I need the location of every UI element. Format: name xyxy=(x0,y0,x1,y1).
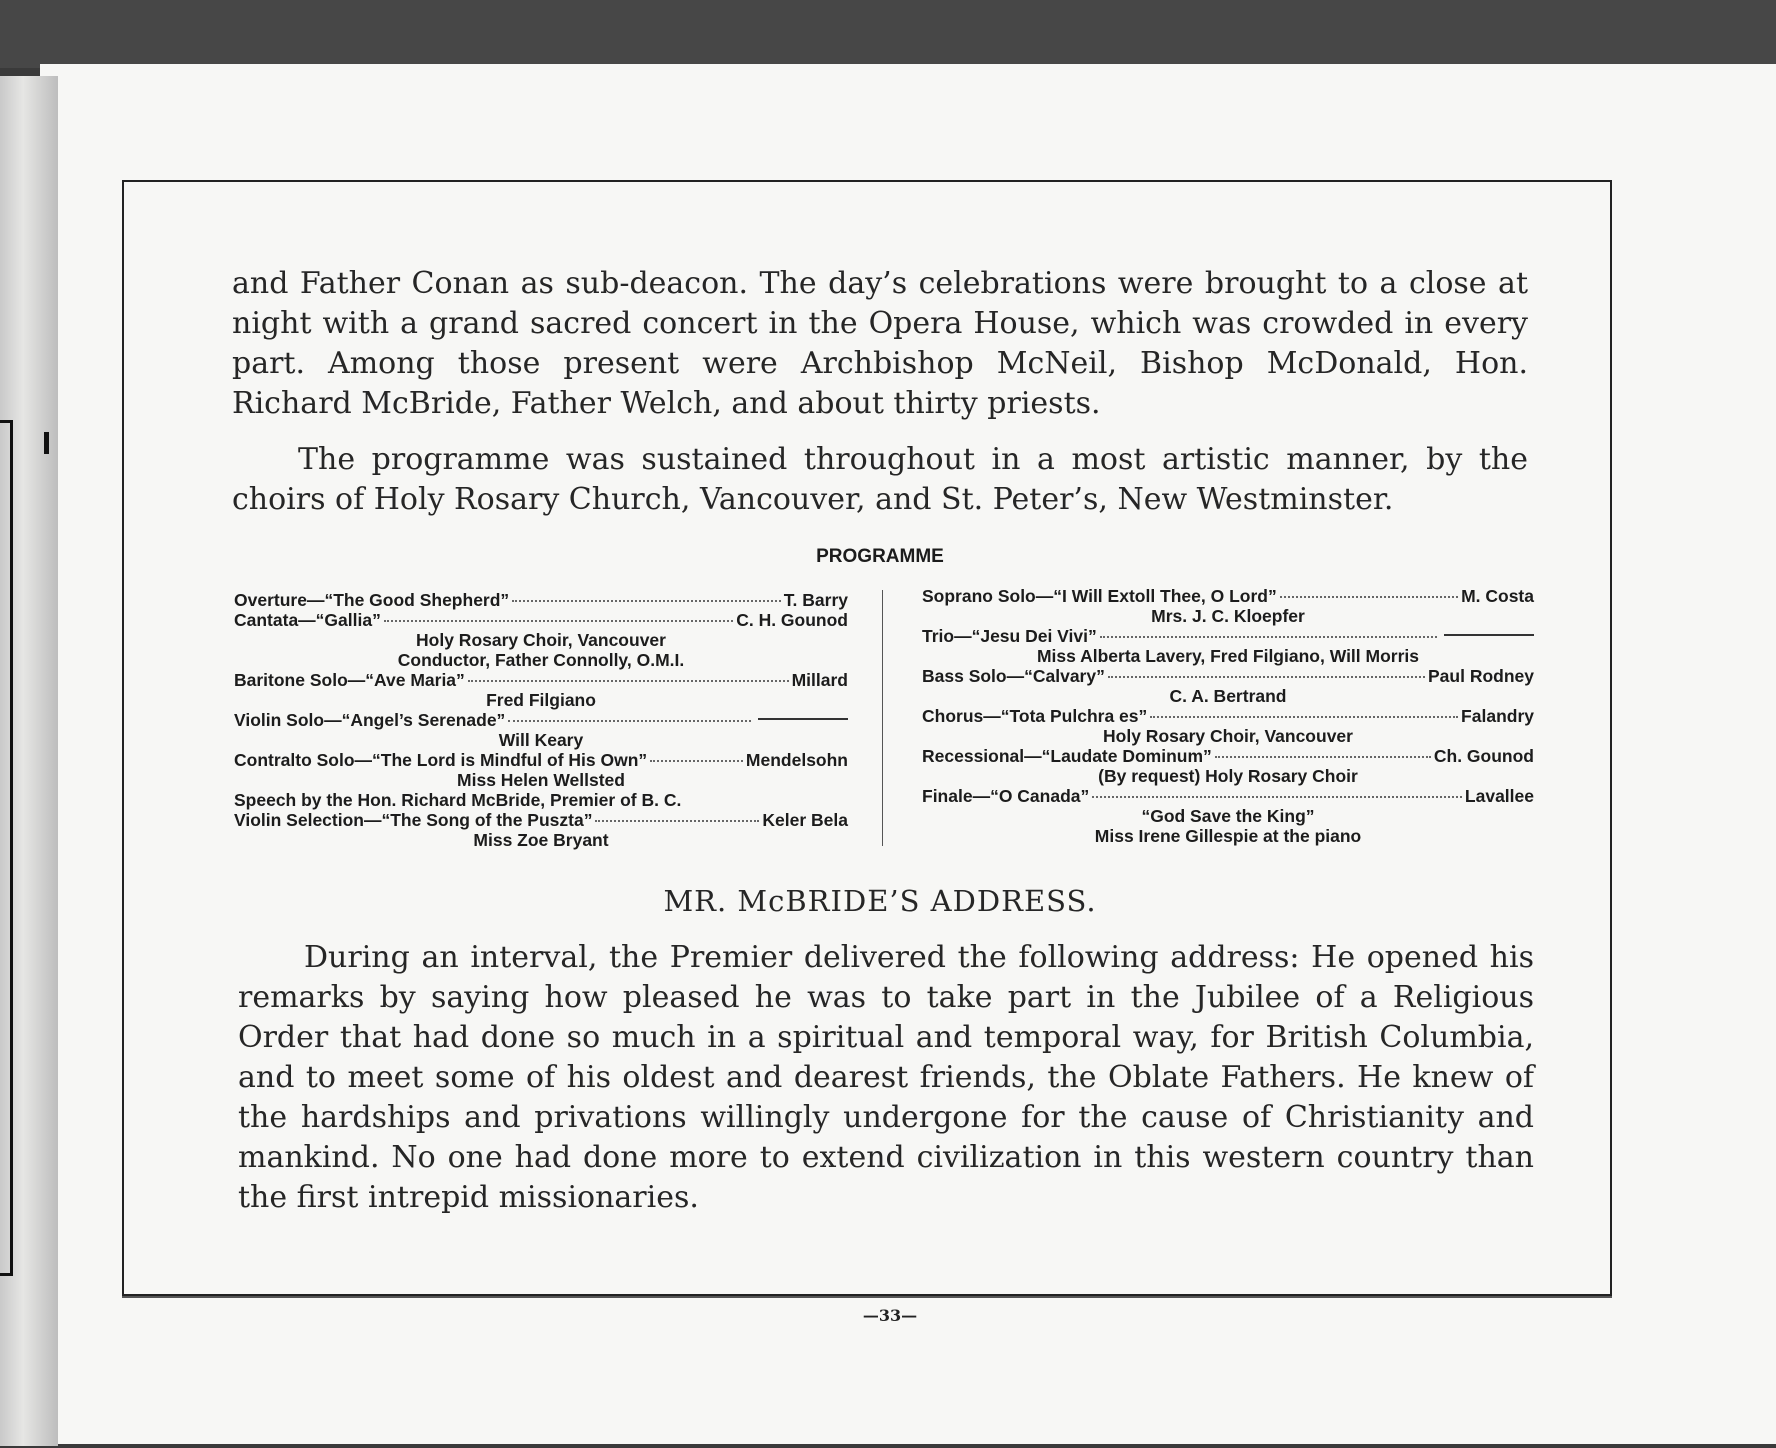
programme-composer: Paul Rodney xyxy=(1428,666,1534,686)
programme-entry xyxy=(922,706,1534,726)
leader-dots xyxy=(384,620,733,622)
programme-piece: Violin Solo—“Angel’s Serenade” xyxy=(234,710,506,730)
leader-dots xyxy=(1215,756,1431,758)
programme-entry xyxy=(234,610,848,630)
leader-dots xyxy=(650,760,743,762)
page-number: —33— xyxy=(862,1306,918,1325)
programme-piece: Chorus—“Tota Pulchra es” xyxy=(922,706,1148,726)
leader-dots xyxy=(595,820,759,822)
programme-piece: Violin Selection—“The Song of the Puszta” xyxy=(234,810,593,830)
programme-performer: C. A. Bertrand xyxy=(1169,686,1287,706)
programme-performer: Holy Rosary Choir, Vancouver xyxy=(1103,726,1353,746)
opening-paragraph: and Father Conan as sub-deacon. The day’s celebrations were brought to a close at night with a grand sacred concert in the Opera House, which was crowded in every part. Among those present were Archbishop McNeil, Bishop McDonald, Hon. Richard McBride, Father Welch, and about thirty priests. xyxy=(232,266,1528,421)
leader-dots xyxy=(1100,636,1437,638)
programme-performer: Miss Irene Gillespie at the piano xyxy=(1094,826,1362,846)
programme-entry xyxy=(922,586,1534,606)
programme-performer: Will Keary xyxy=(498,730,584,750)
programme-piece: Trio—“Jesu Dei Vivi” xyxy=(922,626,1097,646)
programme-intro-paragraph: The programme was sustained throughout in a most artistic manner, by the choirs of Holy Rosary Church, Vancouver, and St. Peter’s, New Westminster. xyxy=(232,442,1528,517)
programme-entry xyxy=(234,710,848,730)
programme-composer: Mendelsohn xyxy=(745,750,848,770)
leader-dots xyxy=(1108,676,1425,678)
programme-piece: Overture—“The Good Shepherd” xyxy=(234,590,510,610)
programme-performer: Miss Alberta Lavery, Fred Filgiano, Will Morris xyxy=(1036,646,1419,666)
programme-performer: Miss Zoe Bryant xyxy=(473,830,609,850)
programme-piece: Contralto Solo—“The Lord is Mindful of His Own” xyxy=(234,750,648,770)
programme-composer: T. Barry xyxy=(783,590,848,610)
leader-dots xyxy=(1092,796,1462,798)
programme-performer: Holy Rosary Choir, Vancouver xyxy=(416,630,666,650)
leader-dots xyxy=(512,600,781,602)
programme-composer: M. Costa xyxy=(1461,586,1534,606)
scanner-top-margin xyxy=(0,0,1776,68)
programme-entry xyxy=(922,626,1534,646)
previous-page-frame xyxy=(0,420,13,1276)
programme-composer: Ch. Gounod xyxy=(1433,746,1534,766)
composer-dash xyxy=(758,718,848,720)
programme-entry xyxy=(234,810,848,830)
leader-dots xyxy=(1280,596,1458,598)
programme-speech: Speech by the Hon. Richard McBride, Premier of B. C. xyxy=(234,790,682,810)
programme-entry xyxy=(234,670,848,690)
programme-performer: Fred Filgiano xyxy=(486,690,596,710)
programme-performer: “God Save the King” xyxy=(1141,806,1315,826)
leader-dots xyxy=(468,680,789,682)
programme-entry xyxy=(234,590,848,610)
address-heading: MR. McBRIDE’S ADDRESS. xyxy=(663,884,1097,918)
previous-page-mark xyxy=(44,432,49,454)
programme-performer: Miss Helen Wellsted xyxy=(457,770,625,790)
programme-piece: Soprano Solo—“I Will Extoll Thee, O Lord” xyxy=(922,586,1277,606)
programme-right-column xyxy=(922,586,1534,846)
programme-piece: Finale—“O Canada” xyxy=(922,786,1090,806)
programme-entry xyxy=(922,666,1534,686)
programme-composer: Falandry xyxy=(1461,706,1534,726)
programme-piece: Cantata—“Gallia” xyxy=(234,610,381,630)
programme-composer: Lavallee xyxy=(1464,786,1534,806)
programme-performer: Conductor, Father Connolly, O.M.I. xyxy=(397,650,685,670)
programme-composer: Keler Bela xyxy=(762,810,848,830)
programme-composer: Millard xyxy=(791,670,848,690)
programme-column-divider xyxy=(882,590,883,846)
programme-entry xyxy=(922,746,1534,766)
programme-performer: Mrs. J. C. Kloepfer xyxy=(1151,606,1305,626)
programme-composer: C. H. Gounod xyxy=(736,610,848,630)
leader-dots xyxy=(1150,716,1458,718)
address-paragraph: During an interval, the Premier delivered the following address: He opened his remarks by saying how pleased he was to take part in the Jubilee of a Religious Order that had done so much in a spiritual and temporal way, for British Columbia, and to meet some of his oldest and dearest friends, the Oblate Fathers. He knew of the hardships and privations willingly undergone for the cause of Christianity and mankind. No one had done more to extend civilization in this western country than the first intrepid missionaries. xyxy=(238,940,1534,1215)
programme-left-column xyxy=(234,590,848,850)
composer-dash xyxy=(1444,634,1534,636)
leader-dots xyxy=(508,720,751,722)
programme-entry xyxy=(922,786,1534,806)
programme-piece: Bass Solo—“Calvary” xyxy=(922,666,1105,686)
programme-piece: Recessional—“Laudate Dominum” xyxy=(922,746,1212,766)
programme-performer: (By request) Holy Rosary Choir xyxy=(1098,766,1358,786)
programme-heading: PROGRAMME xyxy=(816,546,944,567)
programme-piece: Baritone Solo—“Ave Maria” xyxy=(234,670,465,690)
frame-bottom-rule xyxy=(122,1296,1612,1298)
programme-entry xyxy=(234,750,848,770)
